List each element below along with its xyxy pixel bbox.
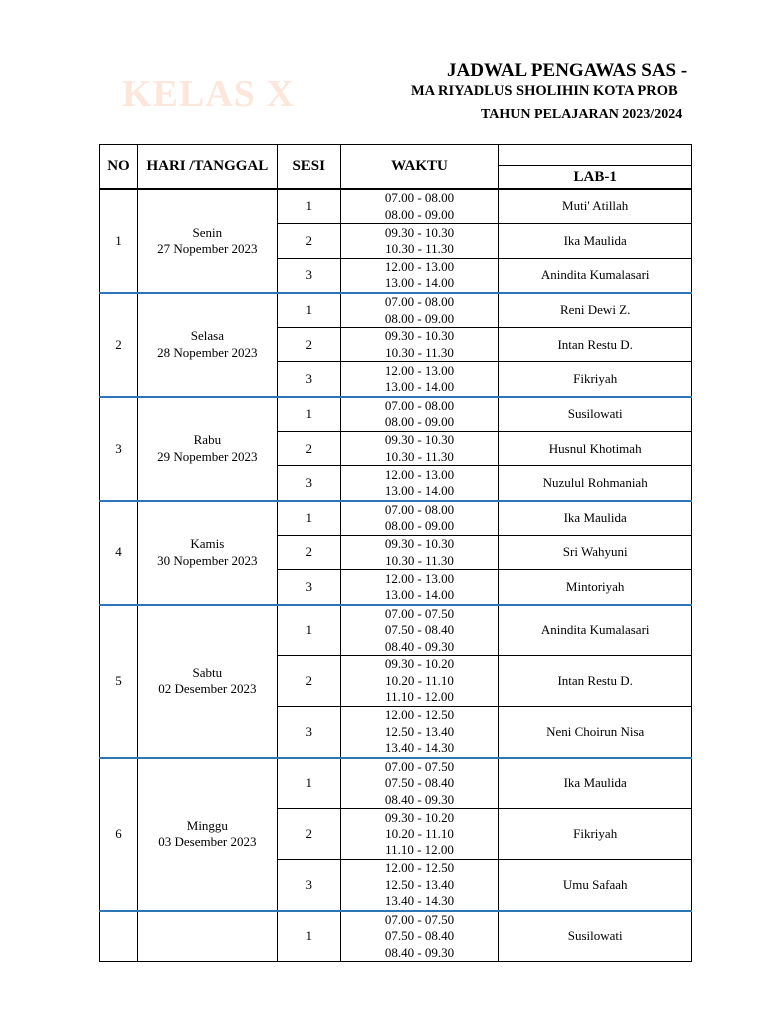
day-date-cell: [137, 758, 277, 911]
schedule-table: [99, 144, 692, 962]
time-range: 13.40 - 14.30: [384, 893, 455, 909]
time-range: 07.00 - 08.00: [384, 190, 455, 206]
time-range: 08.00 - 09.00: [384, 414, 455, 430]
proctor-name: Susilowati: [499, 397, 692, 432]
time-range: 10.30 - 11.30: [385, 344, 454, 360]
time-range: 09.30 - 10.20: [384, 809, 455, 825]
proctor-name: Anindita Kumalasari: [499, 605, 692, 656]
time-range: 08.00 - 09.00: [384, 518, 455, 534]
day-number: 6: [100, 758, 138, 911]
table-row: [100, 605, 692, 656]
session-time-cell: [340, 605, 499, 656]
time-range: 10.30 - 11.30: [385, 240, 454, 256]
time-range: 08.40 - 09.30: [384, 638, 455, 654]
day-number: [100, 911, 138, 962]
day-name: Senin: [192, 224, 223, 240]
header-time: WAKTU: [340, 145, 499, 190]
session-number: 1: [277, 501, 340, 536]
time-range: 09.30 - 10.30: [384, 536, 455, 552]
proctor-name: Muti' Atillah: [499, 189, 692, 224]
session-number: 2: [277, 656, 340, 707]
time-range: 12.00 - 12.50: [384, 707, 455, 723]
time-range: 09.30 - 10.30: [384, 328, 455, 344]
session-number: 2: [277, 328, 340, 362]
time-range: 07.00 - 07.50: [384, 605, 455, 621]
time-range: 12.00 - 13.00: [384, 570, 455, 586]
time-range: 12.00 - 12.50: [384, 860, 455, 876]
time-range: 12.00 - 13.00: [384, 362, 455, 378]
day-number: 2: [100, 293, 138, 397]
watermark-text: KELAS X: [122, 73, 295, 115]
time-range: 07.50 - 08.40: [384, 622, 455, 638]
time-range: 09.30 - 10.30: [384, 224, 455, 240]
time-range: 07.00 - 07.50: [384, 911, 455, 927]
table-row: [100, 189, 692, 224]
day-date-cell: [137, 189, 277, 293]
session-number: 3: [277, 362, 340, 397]
session-number: 1: [277, 758, 340, 809]
session-time-cell: [340, 860, 499, 911]
proctor-name: Husnul Khotimah: [499, 432, 692, 466]
proctor-name: Ika Maulida: [499, 501, 692, 536]
day-date-cell: [137, 293, 277, 397]
session-number: 3: [277, 706, 340, 757]
session-number: 1: [277, 293, 340, 328]
session-time-cell: [340, 258, 499, 293]
time-range: 07.00 - 08.00: [384, 398, 455, 414]
session-number: 1: [277, 397, 340, 432]
proctor-name: Sri Wahyuni: [499, 535, 692, 569]
time-range: 12.50 - 13.40: [384, 723, 455, 739]
time-range: 13.00 - 14.00: [384, 483, 455, 499]
time-range: 11.10 - 12.00: [385, 842, 454, 858]
session-number: 3: [277, 860, 340, 911]
time-range: 07.00 - 07.50: [384, 758, 455, 774]
proctor-name: Reni Dewi Z.: [499, 293, 692, 328]
document-title: JADWAL PENGAWAS SAS -: [447, 60, 688, 81]
table-row: [100, 501, 692, 536]
session-time-cell: [340, 432, 499, 466]
session-number: 2: [277, 432, 340, 466]
proctor-name: Ika Maulida: [499, 758, 692, 809]
day-date-cell: [137, 397, 277, 501]
day-date: 28 Nopember 2023: [157, 344, 258, 360]
session-time-cell: [340, 758, 499, 809]
day-date: 27 Nopember 2023: [157, 240, 258, 256]
time-range: 12.50 - 13.40: [384, 876, 455, 892]
header-day-date: HARI /TANGGAL: [137, 145, 277, 190]
proctor-name: Intan Restu D.: [499, 656, 692, 707]
time-range: 10.30 - 11.30: [385, 552, 454, 568]
time-range: 11.10 - 12.00: [385, 689, 454, 705]
time-range: 13.00 - 14.00: [384, 275, 455, 291]
proctor-name: Anindita Kumalasari: [499, 258, 692, 293]
header-no: NO: [100, 145, 138, 190]
time-range: 13.00 - 14.00: [384, 586, 455, 602]
day-date: 30 Nopember 2023: [157, 552, 258, 568]
proctor-name: Intan Restu D.: [499, 328, 692, 362]
day-name: Rabu: [193, 432, 222, 448]
time-range: 08.00 - 09.00: [384, 206, 455, 222]
day-name: Sabtu: [192, 664, 223, 680]
session-time-cell: [340, 656, 499, 707]
session-number: 2: [277, 224, 340, 258]
header-lab-1: LAB-1: [499, 166, 692, 190]
session-number: 3: [277, 258, 340, 293]
table-row: [100, 397, 692, 432]
proctor-name: Umu Safaah: [499, 860, 692, 911]
session-time-cell: [340, 535, 499, 569]
session-number: 3: [277, 570, 340, 605]
day-date-cell: [137, 605, 277, 758]
day-number: 3: [100, 397, 138, 501]
day-name: Kamis: [190, 536, 225, 552]
session-number: 1: [277, 605, 340, 656]
day-date: 03 Desember 2023: [158, 834, 257, 850]
session-time-cell: [340, 328, 499, 362]
session-time-cell: [340, 809, 499, 860]
session-time-cell: [340, 706, 499, 757]
day-date-cell: [137, 501, 277, 605]
time-range: 10.20 - 11.10: [385, 672, 454, 688]
time-range: 07.50 - 08.40: [384, 928, 455, 944]
time-range: 10.30 - 11.30: [385, 448, 454, 464]
proctor-name: Mintoriyah: [499, 570, 692, 605]
session-time-cell: [340, 501, 499, 536]
time-range: 07.50 - 08.40: [384, 775, 455, 791]
proctor-name: Neni Choirun Nisa: [499, 706, 692, 757]
time-range: 12.00 - 13.00: [384, 258, 455, 274]
proctor-name: Nuzulul Rohmaniah: [499, 466, 692, 501]
proctor-name: Susilowati: [499, 911, 692, 962]
session-number: 3: [277, 466, 340, 501]
day-number: 1: [100, 189, 138, 293]
day-date: 29 Nopember 2023: [157, 448, 258, 464]
time-range: 13.40 - 14.30: [384, 739, 455, 755]
day-number: 5: [100, 605, 138, 758]
day-name: Minggu: [186, 817, 228, 833]
proctor-name: Ika Maulida: [499, 224, 692, 258]
session-time-cell: [340, 397, 499, 432]
proctor-name: Fikriyah: [499, 362, 692, 397]
session-time-cell: [340, 362, 499, 397]
time-range: 08.00 - 09.00: [384, 310, 455, 326]
session-number: 1: [277, 189, 340, 224]
table-row: [100, 758, 692, 809]
session-number: 1: [277, 911, 340, 962]
session-number: 2: [277, 809, 340, 860]
time-range: 12.00 - 13.00: [384, 466, 455, 482]
proctor-name: Fikriyah: [499, 809, 692, 860]
session-time-cell: [340, 224, 499, 258]
session-time-cell: [340, 189, 499, 224]
time-range: 13.00 - 14.00: [384, 379, 455, 395]
header-session: SESI: [277, 145, 340, 190]
day-date: 02 Desember 2023: [158, 681, 257, 697]
time-range: 08.40 - 09.30: [384, 944, 455, 960]
session-time-cell: [340, 570, 499, 605]
time-range: 09.30 - 10.20: [384, 656, 455, 672]
time-range: 08.40 - 09.30: [384, 791, 455, 807]
day-name: Selasa: [190, 328, 224, 344]
school-name: MA RIYADLUS SHOLIHIN KOTA PROB: [411, 83, 678, 99]
time-range: 07.00 - 08.00: [384, 501, 455, 517]
time-range: 09.30 - 10.30: [384, 432, 455, 448]
session-number: 2: [277, 535, 340, 569]
session-time-cell: [340, 911, 499, 962]
academic-year: TAHUN PELAJARAN 2023/2024: [481, 107, 683, 122]
time-range: 07.00 - 08.00: [384, 294, 455, 310]
schedule-body: [100, 189, 692, 962]
session-time-cell: [340, 466, 499, 501]
day-date-cell: [137, 911, 277, 962]
table-row: [100, 911, 692, 962]
header-room-group: [499, 145, 692, 166]
table-row: [100, 293, 692, 328]
session-time-cell: [340, 293, 499, 328]
time-range: 10.20 - 11.10: [385, 825, 454, 841]
day-number: 4: [100, 501, 138, 605]
